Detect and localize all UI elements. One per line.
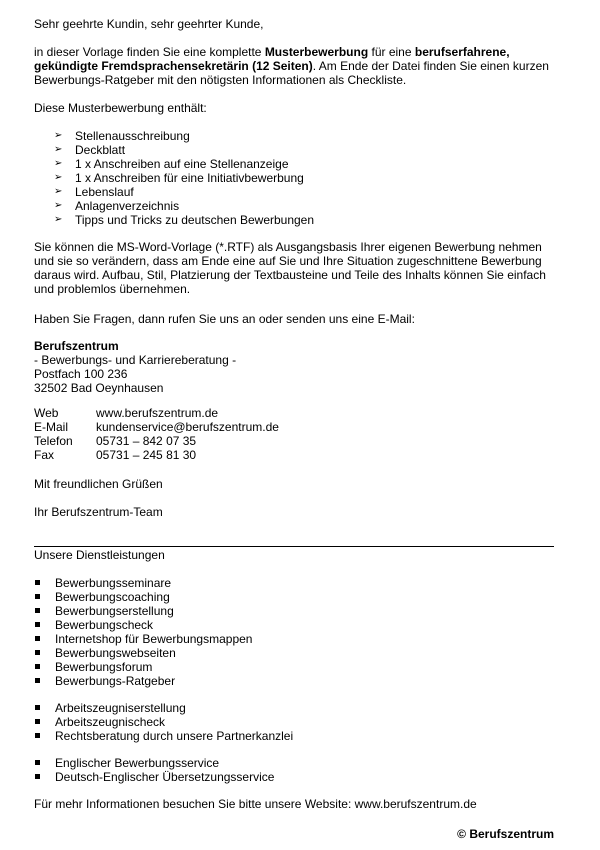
square-bullet-icon [35, 733, 40, 738]
closing-line: Mit freundlichen Grüßen [34, 477, 163, 491]
arrowhead-bullet-icon: ➢ [54, 200, 63, 211]
square-bullet-icon [35, 705, 40, 710]
contents-heading: Diese Musterbewerbung enthält: [34, 101, 207, 115]
contents-list [54, 129, 314, 227]
intro-text-1: in dieser Vorlage finden Sie eine komplette [34, 45, 265, 59]
square-bullet-icon [35, 650, 40, 655]
list-item: Bewerbungscheck [34, 618, 252, 632]
list-item: Bewerbungs-Ratgeber [34, 674, 252, 688]
list-item: Bewerbungsseminare [34, 576, 252, 590]
arrowhead-bullet-icon: ➢ [54, 214, 63, 225]
list-item: Bewerbungsforum [34, 660, 252, 674]
postbox: Postfach 100 236 [34, 367, 128, 381]
list-item: Arbeitszeugniserstellung [34, 701, 293, 715]
intro-text-2: für eine [368, 45, 415, 59]
services-list-english [34, 756, 274, 784]
list-item: ➢ Stellenausschreibung [54, 129, 190, 143]
square-bullet-icon [35, 608, 40, 613]
contact-row-phone [34, 434, 279, 448]
contact-label: E-Mail [34, 420, 69, 434]
more-info-line: Für mehr Informationen besuchen Sie bitte unsere Website: www.berufszentrum.de [34, 797, 477, 811]
list-item: Bewerbungswebseiten [34, 646, 252, 660]
arrowhead-bullet-icon: ➢ [54, 130, 63, 141]
email-link[interactable]: kundenservice@berufszentrum.de [96, 420, 279, 434]
contact-row-web [34, 406, 279, 420]
signature-line: Ihr Berufszentrum-Team [34, 505, 163, 519]
intro-text-3: . Am Ende der Datei finden Sie einen kurzen Bewerbungs-Ratgeber mit den nötigsten Informationen als Checkliste. [34, 59, 549, 87]
company-address [34, 339, 236, 395]
square-bullet-icon [35, 594, 40, 599]
list-item: Bewerbungserstellung [34, 604, 252, 618]
copyright-notice: © Berufszentrum [457, 827, 554, 841]
square-bullet-icon [35, 664, 40, 669]
contact-label: Web [34, 406, 59, 420]
intro-bold-2: berufserfahrene, gekündigte Fremdsprachensekretärin (12 Seiten) [34, 45, 510, 73]
phone-value: 05731 – 842 07 35 [96, 434, 197, 448]
list-item: Deutsch-Englischer Übersetzungsservice [34, 770, 274, 784]
fax-value: 05731 – 245 81 30 [96, 448, 197, 462]
city: 32502 Bad Oeynhausen [34, 381, 164, 395]
square-bullet-icon [35, 622, 40, 627]
square-bullet-icon [35, 719, 40, 724]
section-divider [34, 546, 554, 547]
square-bullet-icon [35, 774, 40, 779]
services-list-application [34, 576, 252, 688]
list-item: Rechtsberatung durch unsere Partnerkanzlei [34, 729, 293, 743]
greeting: Sehr geehrte Kundin, sehr geehrter Kunde, [34, 17, 264, 31]
company-name: Berufszentrum [34, 339, 119, 353]
square-bullet-icon [35, 636, 40, 641]
contact-label: Fax [34, 448, 55, 462]
contact-row-email [34, 420, 279, 434]
square-bullet-icon [35, 760, 40, 765]
arrowhead-bullet-icon: ➢ [54, 158, 63, 169]
intro-bold-1: Musterbewerbung [264, 45, 369, 59]
services-title: Unsere Dienstleistungen [34, 548, 165, 562]
arrowhead-bullet-icon: ➢ [54, 186, 63, 197]
list-item: Englischer Bewerbungsservice [34, 756, 274, 770]
contact-row-fax [34, 448, 279, 462]
list-item: ➢ Lebenslauf [54, 185, 134, 199]
list-item: ➢ Tipps und Tricks zu deutschen Bewerbungen [54, 213, 315, 227]
contact-label: Telefon [34, 434, 73, 448]
list-item: Internetshop für Bewerbungsmappen [34, 632, 252, 646]
list-item: ➢ 1 x Anschreiben auf eine Stellenanzeige [54, 157, 289, 171]
usage-paragraph: Sie können die MS-Word-Vorlage (*.RTF) als Ausgangsbasis Ihrer eigenen Bewerbung nehmen und sie so verändern, dass am Ende eine auf Sie und Ihre Situation zugeschnittene Bewerbung daraus wird. Aufbau, Stil, Platzierung der Textbausteine und Teile des Inhalts können Sie einfach und problemlos übernehmen. [34, 240, 546, 296]
list-item: ➢ Anlagenverzeichnis [54, 199, 180, 213]
list-item: ➢ Deckblatt [54, 143, 126, 157]
list-item: Bewerbungscoaching [34, 590, 252, 604]
square-bullet-icon [35, 580, 40, 585]
intro-paragraph [34, 45, 554, 87]
square-bullet-icon [35, 678, 40, 683]
arrowhead-bullet-icon: ➢ [54, 172, 63, 183]
contact-block [34, 406, 279, 462]
services-list-references [34, 701, 293, 743]
company-tagline: - Bewerbungs- und Karriereberatung - [34, 353, 237, 367]
arrowhead-bullet-icon: ➢ [54, 144, 63, 155]
list-item: ➢ 1 x Anschreiben für eine Initiativbewerbung [54, 171, 304, 185]
list-item: Arbeitszeugnischeck [34, 715, 293, 729]
website-link[interactable]: www.berufszentrum.de [96, 406, 219, 420]
questions-line: Haben Sie Fragen, dann rufen Sie uns an oder senden uns eine E-Mail: [34, 312, 415, 326]
